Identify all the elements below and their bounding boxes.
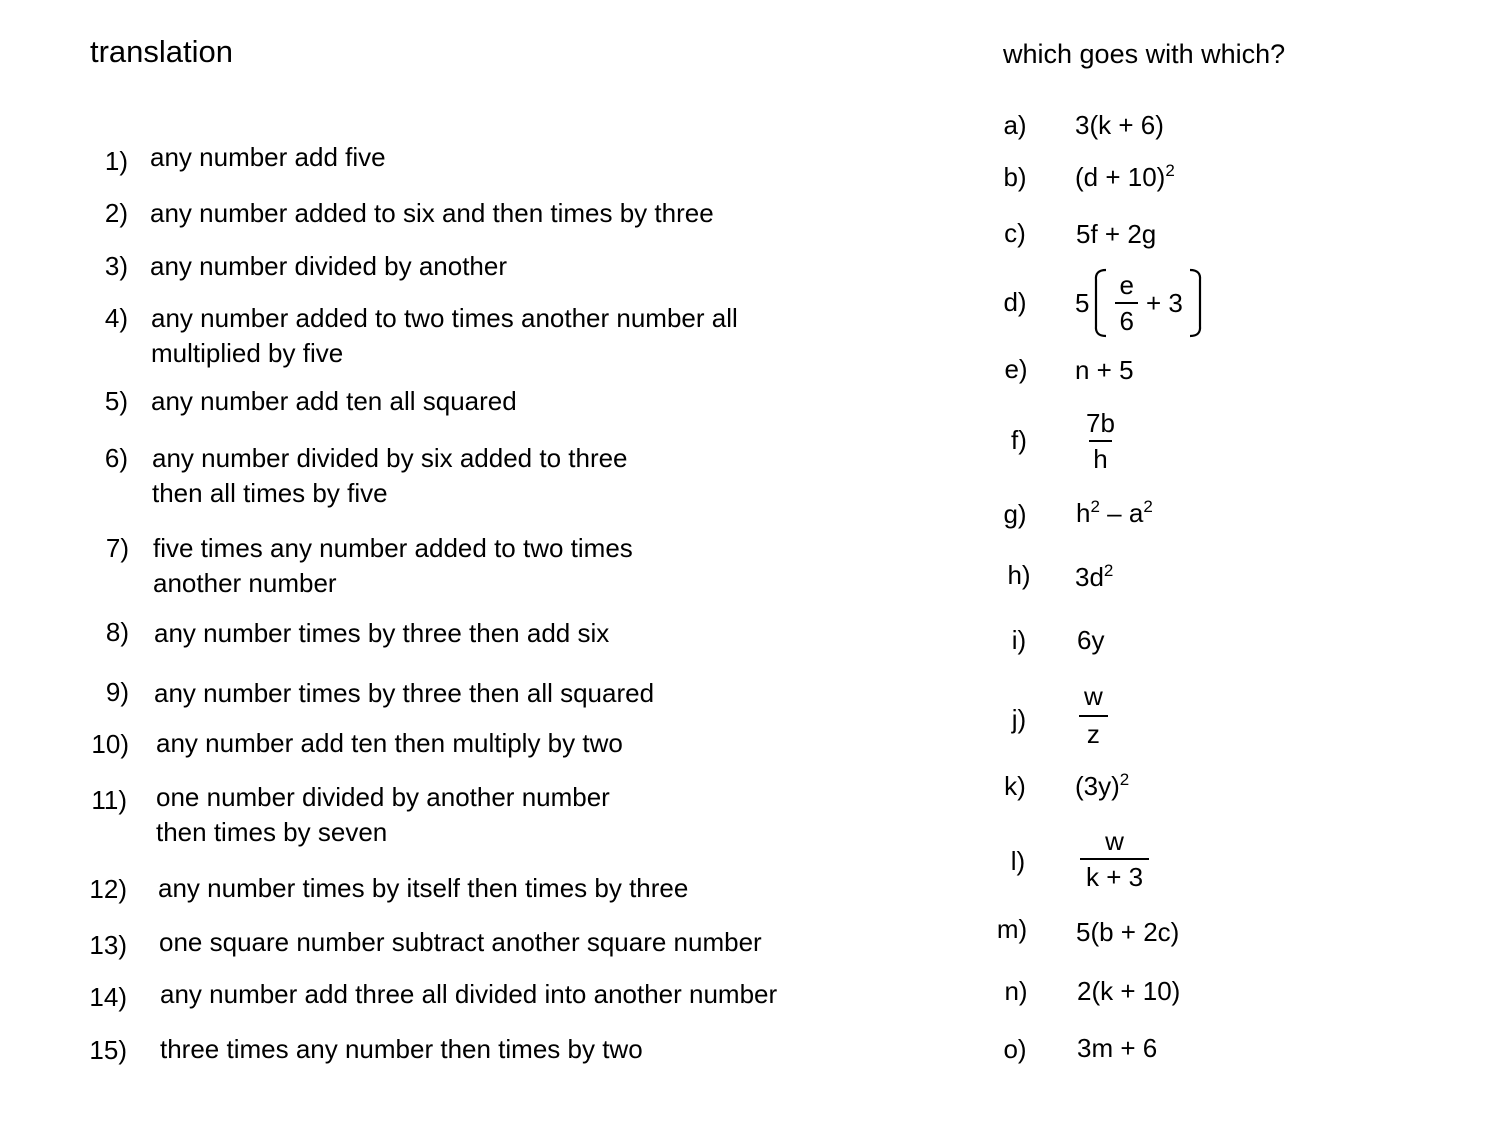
expression-letter: e) [1004,354,1028,384]
statement-number: 13) [89,930,127,960]
expression-letter: b) [1003,162,1027,192]
statement-number: 11) [91,785,127,815]
expression [1082,408,1119,474]
statement-number: 12) [89,874,127,904]
fraction: $\frac{w}{z}$ [1076,681,1111,749]
statement-number: 14) [89,982,127,1012]
expression: $(3y)^2$ [1075,770,1130,801]
expression-letter: l) [1010,846,1026,876]
right-paren [1187,268,1203,338]
statement-text: any number divided by another [150,251,508,281]
matching-title: which goes with which? [1003,39,1286,69]
statement-text-continued: another number [153,568,337,598]
expression-letter: h) [1007,560,1031,590]
expression: n + 5 [1075,355,1134,385]
statement-number: 9) [105,677,129,707]
expression-letter: a) [1003,110,1027,140]
statement-text-continued: multiplied by five [151,338,344,368]
statement-number: 6) [104,443,128,473]
statement-text: one square number subtract another square number [159,927,762,957]
expression: $3d^2$ [1075,561,1114,592]
expression: 3m + 6 [1077,1033,1158,1063]
statement-text: any number times by three then add six [154,618,610,648]
statement-text: any number add ten all squared [151,386,517,416]
expression: 5 $\frac{e}{6}$ + 3 [1075,268,1203,338]
expression: 3(k + 6) [1075,110,1164,140]
statement-number: 8) [105,617,129,647]
expression: $(d + 10)^2$ [1075,161,1175,192]
statement-text-continued: then all times by five [152,478,388,508]
expression [1076,681,1111,749]
statement-number: 2) [104,198,128,228]
fraction: $\frac{w}{k + 3}$ [1080,826,1149,892]
expression-letter: i) [1011,625,1027,655]
expression-letter: c) [1004,218,1026,248]
statement-text: any number added to two times another number all [151,303,738,333]
fraction: $\frac{e}{6}$ [1115,270,1137,336]
statement-text-continued: then times by seven [156,817,388,847]
statement-number: 5) [104,386,128,416]
expression: 5(b + 2c) [1076,917,1180,947]
statement-text: any number added to six and then times by three [150,198,714,228]
statement-text: any number divided by six added to three [152,443,628,473]
statement-text: one number divided by another number [156,782,610,812]
statement-text: any number add ten then multiply by two [156,728,623,758]
expression-letter: d) [1003,287,1027,317]
statement-number: 3) [104,251,128,281]
expression-letter: g) [1003,499,1027,529]
left-paren [1093,268,1109,338]
statement-number: 10) [91,729,129,759]
statement-text: any number times by itself then times by three [158,873,689,903]
statement-text: five times any number added to two times [153,533,633,563]
expression-letter: n) [1004,976,1028,1006]
statement-text: any number add five [150,142,386,172]
statement-number: 4) [104,303,128,333]
expression-letter: f) [1011,425,1027,455]
statement-text: three times any number then times by two [160,1034,643,1064]
expression [1080,826,1149,892]
statement-number: 15) [89,1035,127,1065]
expression: 2(k + 10) [1077,976,1181,1006]
expression-letter: k) [1004,771,1026,801]
expression: 6y [1077,625,1105,655]
worksheet-title: translation [90,34,234,69]
expression-letter: o) [1003,1034,1027,1064]
expression: 5f + 2g [1076,219,1157,249]
expression: $h^2 - a^2$ [1076,497,1153,528]
statement-number: 1) [104,146,128,176]
statement-text: any number add three all divided into another number [160,979,778,1009]
fraction: $\frac{7b}{h}$ [1086,408,1115,474]
statement-number: 7) [105,533,129,563]
statement-text: any number times by three then all squared [154,678,655,708]
expression-letter: j) [1011,704,1027,734]
expression-letter: m) [996,914,1028,944]
